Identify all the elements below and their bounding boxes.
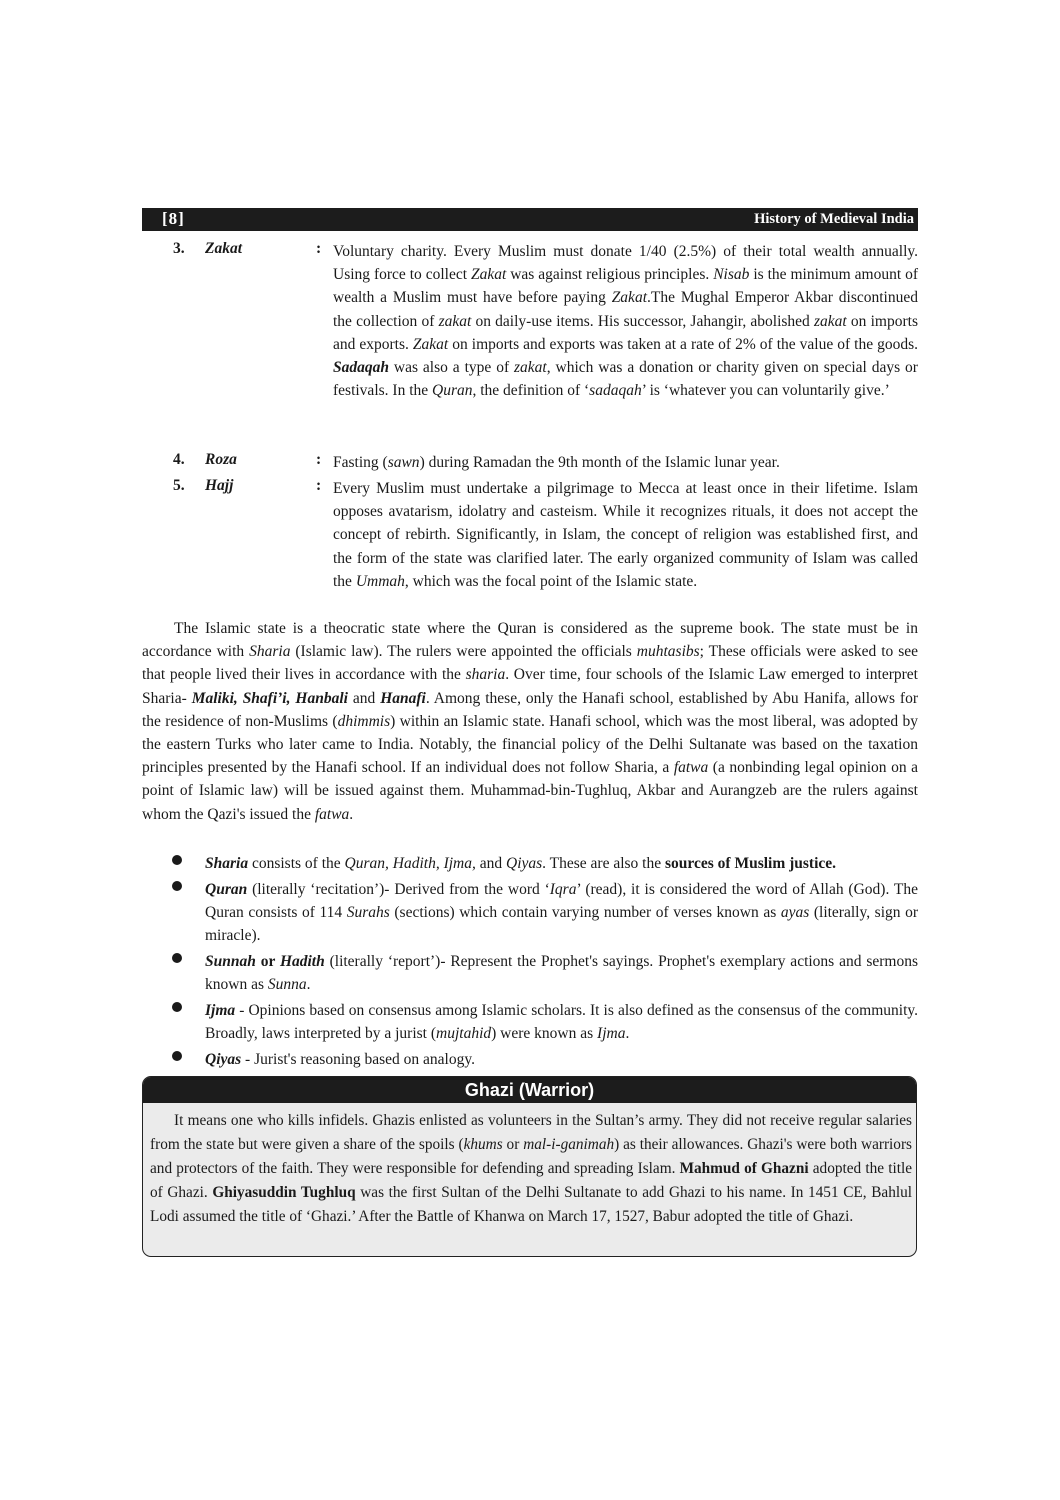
bullet-icon [172, 953, 182, 963]
bullet-text: Quran (literally ‘recitation’)- Derived from the word ‘Iqra’ (read), it is considered the word of Allah (God). The Quran consists of 114 Surahs (sections) which contain varying number of verses known as ayas (literally, sign or miracle). [205, 881, 918, 945]
pillar-description: Voluntary charity. Every Muslim must donate 1/40 (2.5%) of their total wealth annually. Using force to collect Zakat was against religious principles. Nisab is the minimum amount of wealth a Muslim must have before paying Zakat.The Mughal Emperor Akbar discontinued the collection of zakat on daily-use items. His successor, Jahangir, abolished zakat on imports and exports. Zakat on imports and exports was taken at a rate of 2% of the value of the goods. Sadaqah was also a type of zakat, which was a donation or charity given on special days or festivals. In the Quran, the definition of ‘sadaqah’ is ‘whatever you can voluntarily give.’ [333, 243, 919, 400]
pillar-number: 4. [173, 451, 185, 468]
pillar-description: Every Muslim must undertake a pilgrimage to Mecca at least once in their lifetime. Islam opposes avatarism, idolatry and casteism. While it recognizes rituals, it does not accept the concept of rebirth. Significantly, in Islam, the concept of religion was established first, and the form of the state was clarified later. The early organized community of Islam was called the Ummah, which was the focal point of the Islamic state. [333, 480, 918, 590]
pillar-colon: : [316, 240, 322, 257]
page-number: [8] [162, 209, 185, 228]
pillar-name: Zakat [205, 240, 243, 257]
pillar-name: Roza [205, 451, 237, 468]
page-header [142, 208, 918, 231]
ghazi-box-title: Ghazi (Warrior) [143, 1077, 916, 1103]
book-title: History of Medieval India [754, 211, 914, 227]
bullet-text: Ijma - Opinions based on consensus among Islamic scholars. It is also defined as the consensus of the community. Broadly, laws interpreted by a jurist (mujtahid) were known as Ijma. [205, 1002, 918, 1043]
pillar-description: Fasting (sawn) during Ramadan the 9th month of the Islamic lunar year. [333, 454, 780, 471]
ghazi-info-box [142, 1076, 917, 1257]
bullet-text: Sharia consists of the Quran, Hadith, Ijma, and Qiyas. These are also the sources of Muslim justice. [205, 855, 837, 872]
pillar-name: Hajj [205, 477, 234, 494]
pillar-number: 5. [173, 477, 185, 494]
bullet-text: Qiyas - Jurist's reasoning based on analogy. [205, 1051, 475, 1068]
bullet-icon [172, 1002, 182, 1012]
bullet-icon [172, 1051, 182, 1061]
islamic-state-paragraph: The Islamic state is a theocratic state where the Quran is considered as the supreme book. The state must be in accordance with Sharia (Islamic law). The rulers were appointed the officials muhtasibs; These officials were asked to see that people lived their lives in accordance with the sharia. Over time, four schools of the Islamic Law emerged to interpret Sharia- Maliki, Shafi’i, Hanbali and Hanafi. Among these, only the Hanafi school, established by Abu Hanifa, allows for the residence of non-Muslims (dhimmis) within an Islamic state. Hanafi school, which was the most liberal, was adopted by the eastern Turks who later came to India. Notably, the financial policy of the Delhi Sultanate was based on the taxation principles presented by the Hanafi school. If an individual does not follow Sharia, a fatwa (a nonbinding legal opinion on a point of Islamic law) will be issued against them. Muhammad-bin-Tughluq, Akbar and Aurangzeb are the rulers against whom the Qazi's issued the fatwa. [142, 620, 919, 823]
bullet-icon [172, 881, 182, 891]
pillar-colon: : [316, 451, 322, 468]
bullet-text: Sunnah or Hadith (literally ‘report’)- Represent the Prophet's sayings. Prophet's exemplary actions and sermons known as Sunna. [205, 953, 918, 994]
bullet-icon [172, 855, 182, 865]
ghazi-box-body: It means one who kills infidels. Ghazis enlisted as volunteers in the Sultan’s army. They did not receive regular salaries from the state but were given a share of the spoils (khums or mal-i-ganimah) as their allowances. Ghazi's were both warriors and protectors of the faith. They were responsible for defending and spreading Islam. Mahmud of Ghazni adopted the title of Ghazi. Ghiyasuddin Tughluq was the first Sultan of the Delhi Sultanate to add Ghazi to his name. In 1451 CE, Bahlul Lodi assumed the title of ‘Ghazi.’ After the Battle of Khanwa on March 17, 1527, Babur adopted the title of Ghazi. [150, 1112, 913, 1225]
pillar-colon: : [316, 477, 322, 494]
pillar-number: 3. [173, 240, 185, 257]
